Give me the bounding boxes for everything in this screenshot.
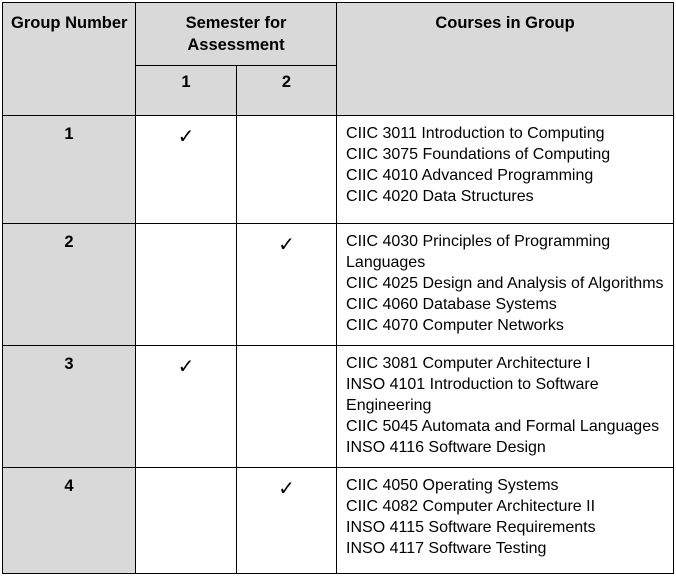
semester-2-header: 2 — [237, 66, 337, 116]
course-item: CIIC 4010 Advanced Programming — [346, 167, 594, 184]
course-item: CIIC 4060 Database Systems — [346, 296, 557, 313]
group-number-cell: 3 — [3, 346, 136, 468]
check-mark-icon: ✓ — [278, 478, 295, 500]
course-item: CIIC 5045 Automata and Formal Languages — [346, 418, 660, 435]
assessment-groups-table — [2, 2, 674, 574]
semester-header: Semester for Assessment — [136, 3, 337, 66]
group-number-cell: 2 — [3, 224, 136, 346]
check-mark-icon: ✓ — [278, 234, 295, 256]
course-item: INSO 4117 Software Testing — [346, 540, 547, 557]
group-number-cell: 4 — [3, 468, 136, 574]
group-number-cell: 1 — [3, 116, 136, 224]
courses-cell — [337, 468, 674, 574]
course-item: CIIC 4025 Design and Analysis of Algorithms — [346, 275, 664, 292]
group-number-header: Group Number — [3, 3, 136, 116]
semester-1-header: 1 — [136, 66, 237, 116]
course-item: INSO 4115 Software Requirements — [346, 519, 596, 536]
course-item: INSO 4101 Introduction to Software Engineering — [346, 376, 599, 414]
table-row — [3, 116, 674, 224]
course-item: CIIC 4050 Operating Systems — [346, 477, 559, 494]
course-item: CIIC 3081 Computer Architecture I — [346, 355, 591, 372]
table-row — [3, 346, 674, 468]
table-row — [3, 224, 674, 346]
semester-2-cell — [237, 224, 337, 346]
check-mark-icon: ✓ — [177, 126, 195, 148]
semester-1-cell — [136, 468, 237, 574]
course-item: CIIC 3011 Introduction to Computing — [346, 125, 605, 142]
semester-2-cell — [237, 116, 337, 224]
check-mark-icon: ✓ — [177, 356, 195, 378]
course-item: CIIC 4082 Computer Architecture II — [346, 498, 596, 515]
course-item: INSO 4116 Software Design — [346, 439, 546, 456]
course-item: CIIC 3075 Foundations of Computing — [346, 146, 611, 163]
courses-cell — [337, 116, 674, 224]
semester-2-cell — [237, 346, 337, 468]
course-item: CIIC 4030 Principles of Programming Languages — [346, 233, 611, 271]
courses-cell — [337, 346, 674, 468]
semester-1-cell — [136, 224, 237, 346]
semester-2-cell — [237, 468, 337, 574]
course-item: CIIC 4070 Computer Networks — [346, 317, 564, 334]
courses-header: Courses in Group — [337, 3, 674, 116]
table-row — [3, 468, 674, 574]
semester-1-cell — [136, 116, 237, 224]
semester-1-cell — [136, 346, 237, 468]
course-item: CIIC 4020 Data Structures — [346, 188, 534, 205]
courses-cell — [337, 224, 674, 346]
